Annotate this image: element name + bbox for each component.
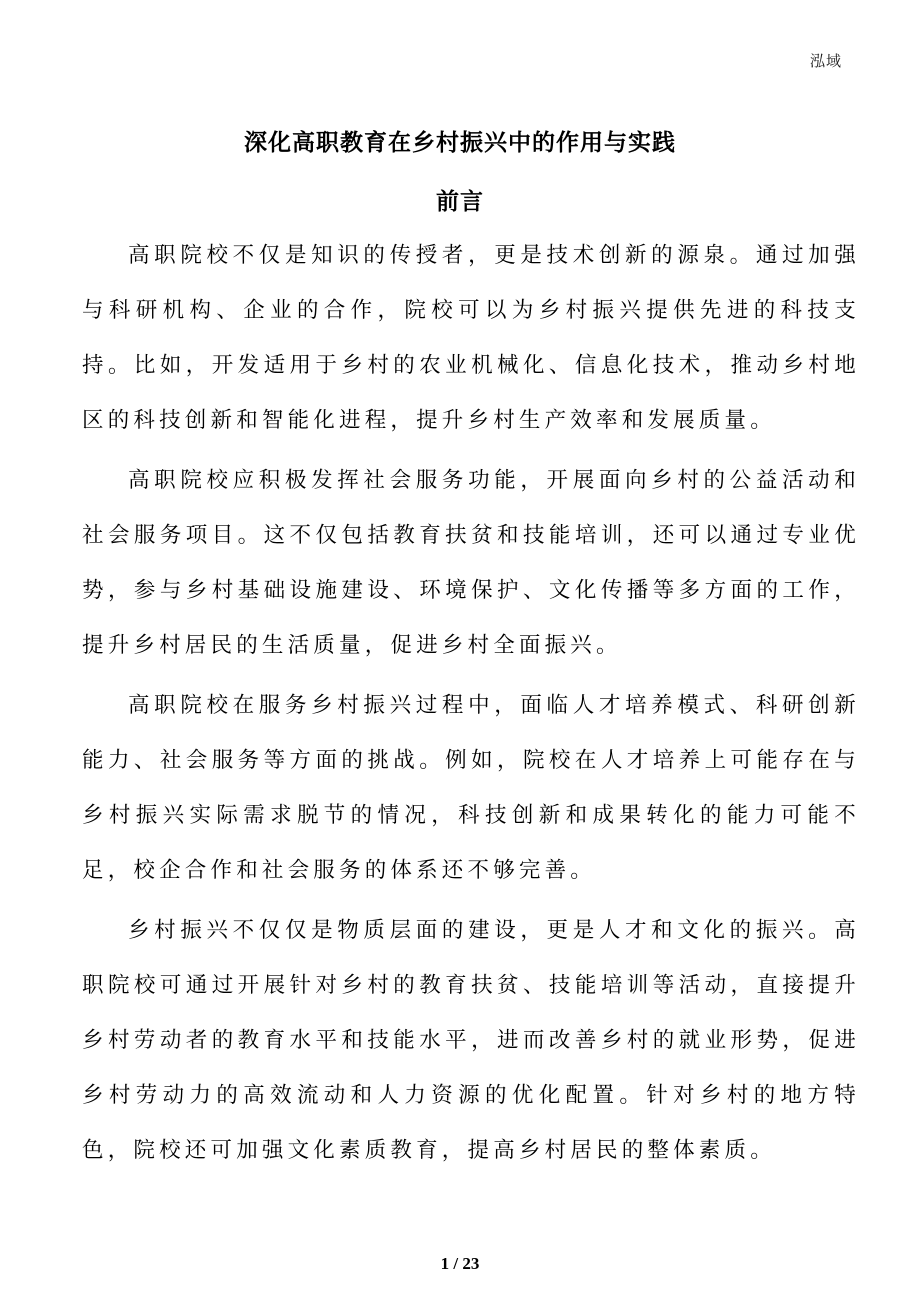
body-paragraph: 高职院校应积极发挥社会服务功能，开展面向乡村的公益活动和社会服务项目。这不仅包括教育扶贫和技能培训，还可以通过专业优势，参与乡村基础设施建设、环境保护、文化传播等多方面的工作，提升乡村居民的生活质量，促进乡村全面振兴。 xyxy=(82,468,860,657)
body-paragraph: 乡村振兴不仅仅是物质层面的建设，更是人才和文化的振兴。高职院校可通过开展针对乡村的教育扶贫、技能培训等活动，直接提升乡村劳动者的教育水平和技能水平，进而改善乡村的就业形势，促进乡村劳动力的高效流动和人力资源的优化配置。针对乡村的地方特色，院校还可加强文化素质教育，提高乡村居民的整体素质。 xyxy=(82,918,860,1162)
watermark-label: 泓域 xyxy=(809,53,842,70)
body-paragraph: 高职院校不仅是知识的传授者，更是技术创新的源泉。通过加强与科研机构、企业的合作，院校可以为乡村振兴提供先进的科技支持。比如，开发适用于乡村的农业机械化、信息化技术，推动乡村地区的科技创新和智能化进程，提升乡村生产效率和发展质量。 xyxy=(82,243,860,432)
document-title: 深化高职教育在乡村振兴中的作用与实践 xyxy=(244,129,676,155)
page-number-indicator: 1 / 23 xyxy=(440,1254,480,1273)
body-paragraph: 高职院校在服务乡村振兴过程中，面临人才培养模式、科研创新能力、社会服务等方面的挑战。例如，院校在人才培养上可能存在与乡村振兴实际需求脱节的情况，科技创新和成果转化的能力可能不足，校企合作和社会服务的体系还不够完善。 xyxy=(82,693,860,882)
document-body xyxy=(82,228,860,1183)
section-heading-preface: 前言 xyxy=(436,188,484,214)
